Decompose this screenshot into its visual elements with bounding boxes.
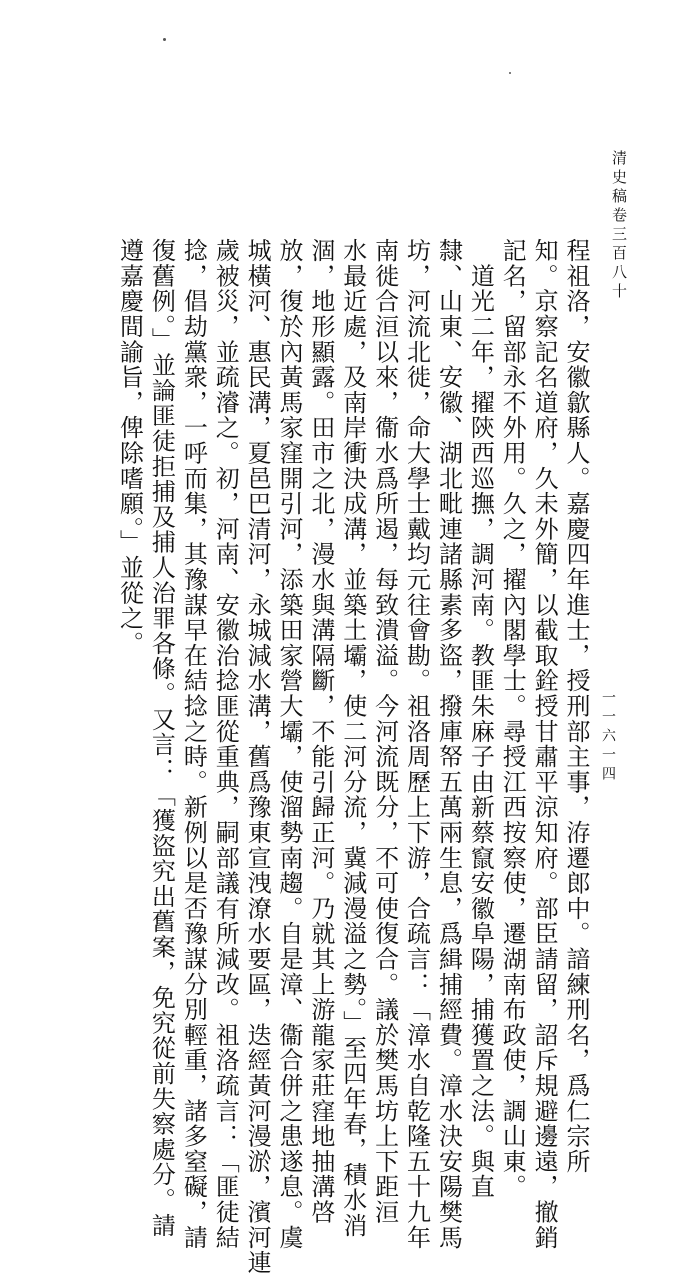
text-column: 水最近處，及南岸衝決成溝，並築土壩，使二河分流，冀減漫溢之勢。」至四年春，積水消 xyxy=(338,238,367,1238)
running-header: 清史稿卷三百八十 xyxy=(610,150,628,302)
ink-speck xyxy=(509,72,511,74)
text-column: 放，復於內黃馬家窪開引河，添築田家營大壩，使溜勢南趨。自是漳、衞合併之患遂息。虞 xyxy=(274,238,303,1250)
text-column: 城橫河、惠民溝，夏邑巴清河，永城減水溝，舊爲豫東宣洩潦水要區，迭經黃河漫淤，濱河連 xyxy=(243,238,272,1275)
page-number: 一一六一四 xyxy=(600,690,616,785)
text-column: 南徙合洹以來，衞水爲所遏，每致潰溢。今河流既分，不可使復合。議於樊馬坊上下距洹 xyxy=(370,238,399,1225)
main-text xyxy=(51,238,591,1275)
text-column: 程祖洛，安徽歙縣人。嘉慶四年進士，授刑部主事，洊遷郎中。諳練刑名，爲仁宗所 xyxy=(562,238,590,1175)
text-column: 涸，地形顯露。田市之北，漫水與溝隔斷，不能引歸正河。乃就其上游龍家莊窪地抽溝啓 xyxy=(306,238,335,1225)
text-column: 記名，留部永不外用。久之，擢內閣學士。尋授江西按察使，遷湖南布政使，調山東。 xyxy=(498,238,527,1200)
text-column: 知。京察記名道府，久未外簡，以截取銓授甘肅平涼知府。部臣請留，詔斥規避邊遠，撤銷 xyxy=(530,238,559,1250)
text-column: 復舊例。」並論匪徒拒捕及捕人治罪各條。又言：「獲盜究出舊案，免究從前失察處分。請 xyxy=(147,238,176,1238)
text-column: 道光二年，擢陝西巡撫，調河南。教匪朱麻子由新蔡竄安徽阜陽，捕獲置之法。與直 xyxy=(466,238,495,1200)
text-column: 坊，河流北徙，命大學士戴均元往會勘。祖洛周歷上下游，合疏言：「漳水自乾隆五十九年 xyxy=(402,238,431,1250)
ink-speck xyxy=(163,38,166,41)
text-column: 歲被災，並疏濬之。初，河南、安徽治捻匪從重典，嗣部議有所減改。祖洛疏言：「匪徒結 xyxy=(211,238,240,1250)
text-column: 遵嘉慶間諭旨，俾除嗜願。」並從之。 xyxy=(115,238,144,657)
text-column: 隸、山東、安徽、湖北毗連諸縣素多盜，撥庫帑五萬兩生息，爲緝捕經費。漳水決安陽樊馬 xyxy=(434,238,463,1250)
text-column: 捻，倡劫黨衆，一呼而集，其豫謀早在結捻之時。新例以是否豫謀分別輕重，諸多窒礙，請 xyxy=(179,238,208,1250)
